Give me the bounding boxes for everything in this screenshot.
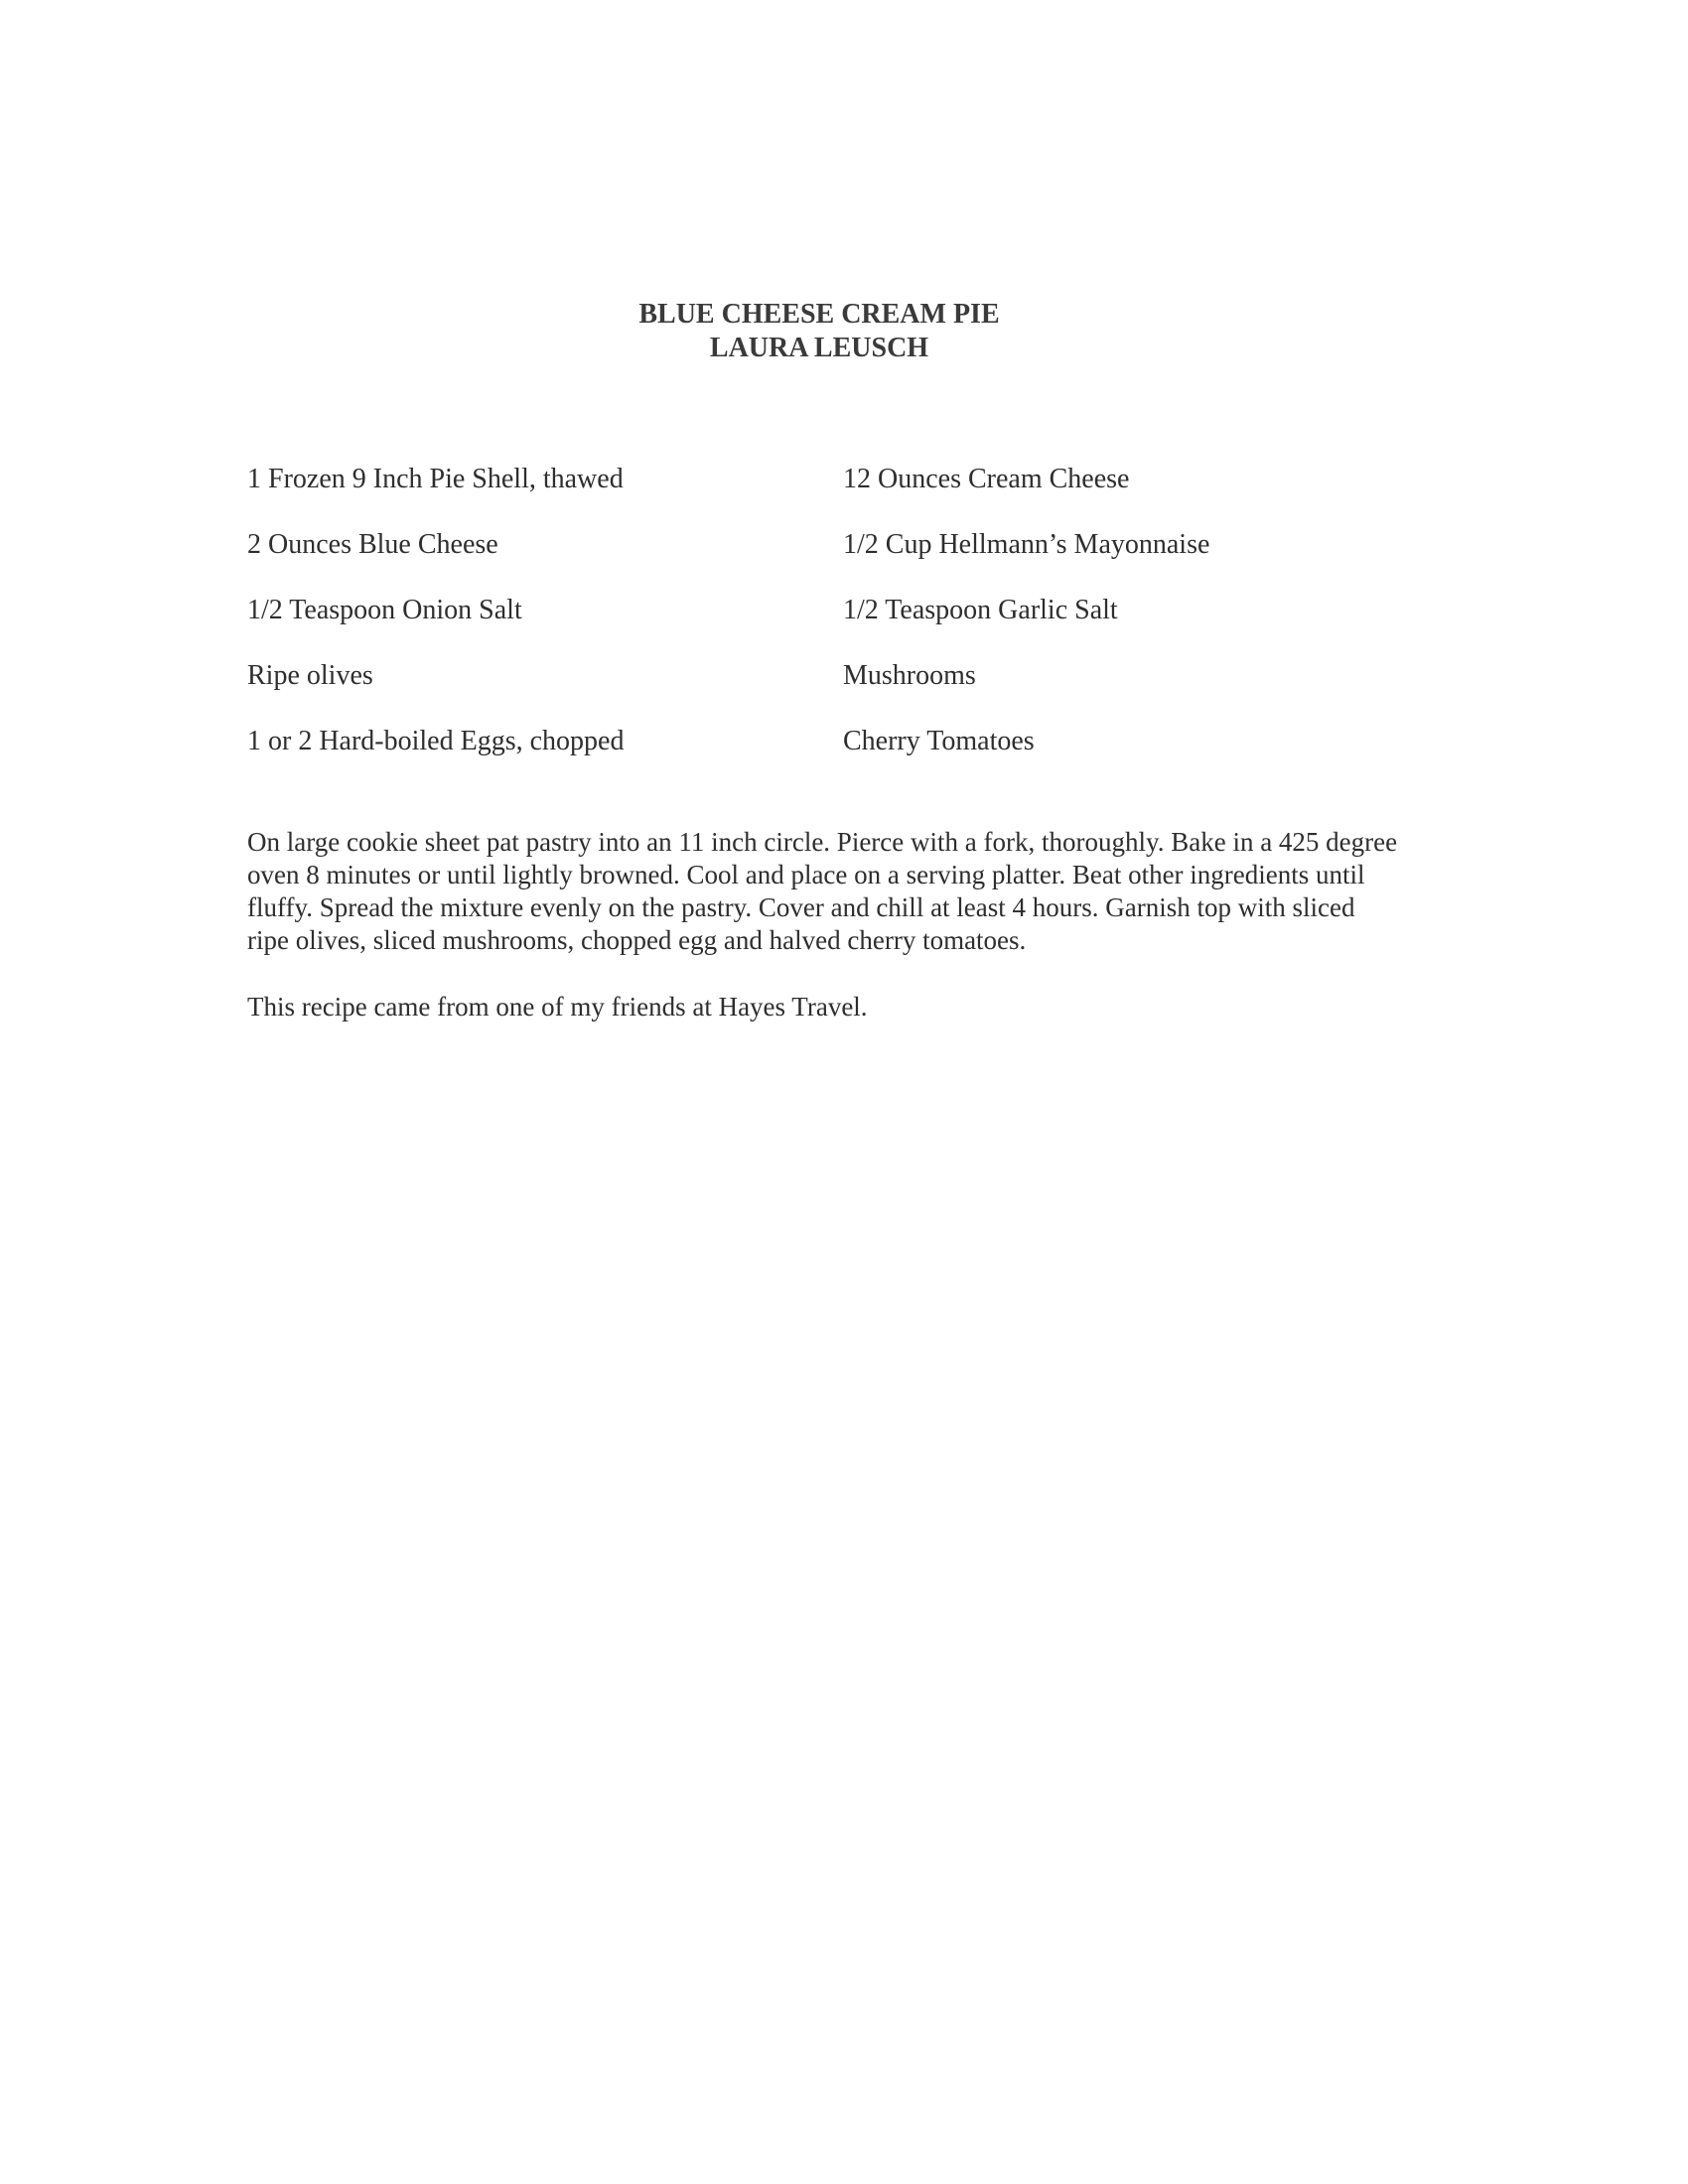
ingredient-item: 1 Frozen 9 Inch Pie Shell, thawed (247, 464, 624, 494)
ingredient-item: Mushrooms (843, 660, 976, 691)
recipe-note: This recipe came from one of my friends at Hayes Travel. (247, 992, 868, 1022)
ingredient-item: 1 or 2 Hard-boiled Eggs, chopped (247, 726, 625, 756)
recipe-header (0, 298, 1638, 365)
recipe-instructions: On large cookie sheet pat pastry into an 11 inch circle. Pierce with a fork, thoroughly. Bake in a 425 degree oven 8 minutes or until lightly browned. Cool and place on a serving platter. Beat other ingredients until fluffy. Spread the mixture evenly on the pastry. Cover and chill at least 4 hours. Garnish top with sliced ripe olives, sliced mushrooms, chopped egg and halved cherry tomatoes. (247, 827, 1398, 955)
ingredients-list (247, 463, 1389, 790)
ingredient-row (247, 463, 1389, 528)
ingredient-item: 1/2 Teaspoon Garlic Salt (843, 595, 1118, 625)
ingredient-row (247, 725, 1389, 790)
ingredient-item: 1/2 Cup Hellmann’s Mayonnaise (843, 529, 1210, 560)
ingredient-item: Ripe olives (247, 660, 373, 691)
ingredient-item: Cherry Tomatoes (843, 726, 1035, 756)
ingredient-row (247, 594, 1389, 659)
ingredient-item: 2 Ounces Blue Cheese (247, 529, 498, 560)
ingredient-row (247, 528, 1389, 594)
ingredient-item: 12 Ounces Cream Cheese (843, 464, 1130, 494)
ingredient-item: 1/2 Teaspoon Onion Salt (247, 595, 522, 625)
recipe-author: LAURA LEUSCH (709, 333, 929, 363)
ingredient-row (247, 659, 1389, 725)
recipe-title: BLUE CHEESE CREAM PIE (638, 299, 1000, 330)
